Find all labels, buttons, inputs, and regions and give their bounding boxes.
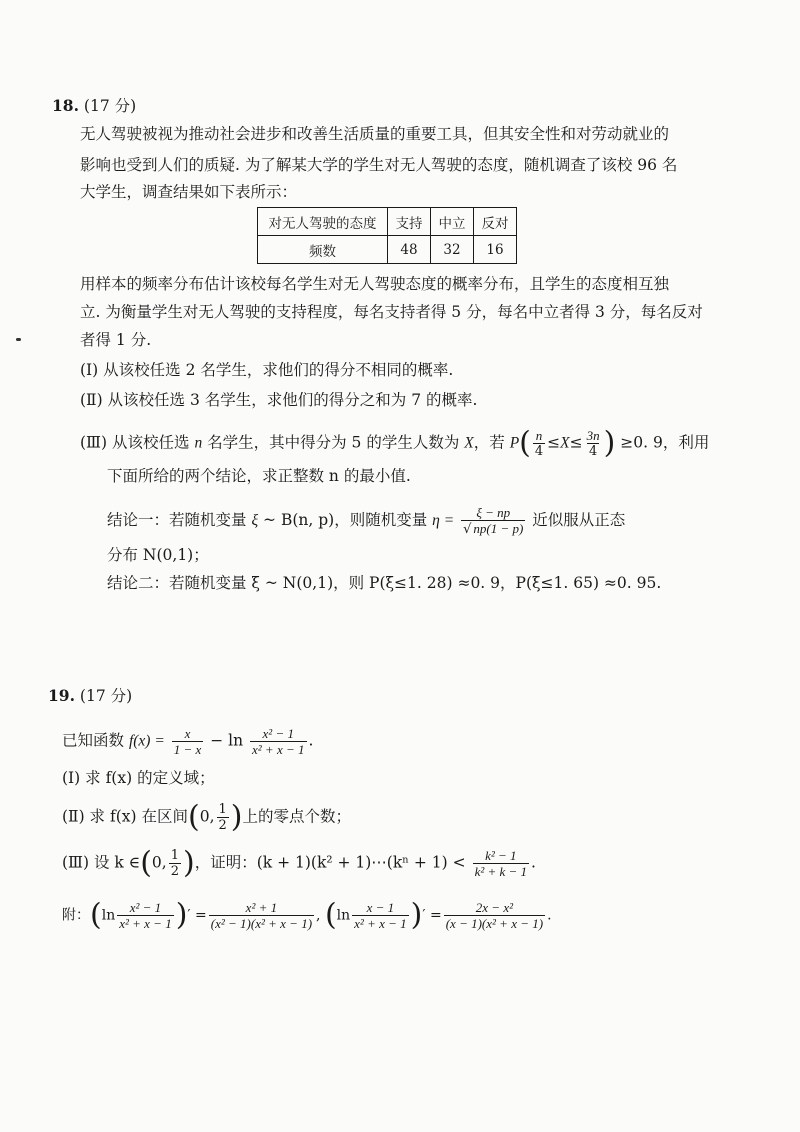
conclusion-1-line-2: 分布 N(0,1)； bbox=[107, 546, 209, 564]
fraction-k-bound bbox=[473, 848, 529, 879]
table-header-cell: 中立 bbox=[431, 208, 474, 236]
q18-desc-line-3: 者得 1 分. bbox=[80, 331, 152, 349]
q18-part-3-tail: ≥0. 9，利用 bbox=[620, 433, 710, 452]
table-header-cell: 反对 bbox=[474, 208, 517, 236]
interval-left: 0, bbox=[151, 853, 167, 872]
q18-part-3-text-c: ，若 bbox=[473, 433, 505, 452]
q18-points: (17 分) bbox=[83, 97, 137, 115]
q18-part-3-text-a: 从该校任选 bbox=[111, 433, 190, 452]
q18-intro-line-3: 大学生，调查结果如下表所示： bbox=[80, 183, 298, 201]
frac-num: ξ − np bbox=[476, 505, 511, 520]
paren-right: ) bbox=[410, 897, 423, 933]
q18-intro-line-1: 无人驾驶被视为推动社会进步和改善生活质量的重要工具，但其安全性和对劳动就业的 bbox=[80, 125, 670, 143]
q18-part-3-line-1 bbox=[80, 425, 710, 461]
table-header-cell: 对无人驾驶的态度 bbox=[258, 208, 388, 236]
frac-den: 2 bbox=[170, 864, 179, 879]
paren-right: ) bbox=[175, 897, 188, 933]
frac-num: x² + 1 bbox=[245, 900, 278, 915]
period: . bbox=[308, 731, 314, 750]
paren-left: ( bbox=[140, 845, 152, 881]
fraction-x-over-1-minus-x bbox=[172, 726, 204, 757]
var-X: X bbox=[464, 434, 474, 452]
frac-num: 2x − x² bbox=[475, 900, 513, 915]
paren-right: ) bbox=[183, 845, 195, 881]
frac-num: k² − 1 bbox=[485, 848, 517, 863]
table-cell: 48 bbox=[388, 236, 431, 264]
frac-den: 4 bbox=[534, 444, 544, 459]
q19-part-2-text-b: 上的零点个数； bbox=[242, 807, 352, 826]
q19-header bbox=[48, 686, 132, 706]
q18-part-2: (Ⅱ) 从该校任选 3 名学生，求他们的得分之和为 7 的概率. bbox=[80, 391, 478, 409]
q19-part-3-text-a: (Ⅲ) 设 k ∈ bbox=[62, 853, 141, 872]
table-cell: 16 bbox=[474, 236, 517, 264]
q19-appendix: 附：(ln $\frac{\text{x² − 1}}{\text{x² + x − 1}}$ )′ = $\frac{\text{x² + 1}}{\text{(x² − 1)(x² + x − 1)}}$ , (ln $\frac{x - 1}{\text{x² + x − 1}}$ )′ = $\frac{\text{2x − x²}}{\text{(x − 1)(x² + x − 1)}}$ . bbox=[62, 897, 552, 933]
frac-den: √ np(1 − p) bbox=[463, 521, 524, 537]
stray-mark bbox=[16, 338, 21, 341]
paren-left: ( bbox=[187, 799, 200, 835]
prob-P: P bbox=[509, 434, 520, 452]
q18-desc-line-1: 用样本的频率分布估计该校每名学生对无人驾驶态度的概率分布，且学生的态度相互独 bbox=[80, 275, 670, 293]
frac-num: x² − 1 bbox=[129, 900, 162, 915]
frac-den: x² + x − 1 bbox=[354, 916, 407, 931]
period: . bbox=[531, 853, 536, 872]
paren-left: ( bbox=[519, 425, 531, 461]
table-row bbox=[258, 236, 517, 264]
frac-den: x² + x − 1 bbox=[119, 916, 172, 931]
minus-ln: − ln bbox=[210, 731, 244, 750]
interval-left: 0, bbox=[199, 807, 215, 826]
func-prefix: 已知函数 bbox=[62, 731, 125, 750]
table-cell: 频数 bbox=[258, 236, 388, 264]
q18-intro-line-2: 影响也受到人们的质疑. 为了解某大学的学生对无人驾驶的态度，随机调查了该校 96 名 bbox=[80, 156, 678, 174]
func-f: f(x) = bbox=[128, 732, 165, 750]
table-header-row bbox=[258, 208, 517, 236]
q18-number: 18. bbox=[52, 96, 79, 115]
fraction-ln-arg-1 bbox=[117, 900, 173, 931]
conclusion-1-prefix: 结论一：若随机变量 bbox=[107, 511, 247, 529]
q19-function bbox=[62, 726, 313, 757]
fraction-one-half bbox=[217, 802, 229, 833]
frac-num: x − 1 bbox=[366, 900, 395, 915]
table-header-cell: 支持 bbox=[388, 208, 431, 236]
q19-part-3 bbox=[62, 845, 536, 881]
frac-num: 1 bbox=[218, 802, 227, 817]
fraction-one-half bbox=[169, 848, 181, 879]
frac-num: 1 bbox=[170, 848, 179, 863]
fraction-3n-over-4 bbox=[585, 428, 602, 459]
binomial-dist: ~ B(n, p) bbox=[263, 511, 335, 529]
q19-part-3-text-b: ，证明：(k + 1)(k² + 1)⋯(kⁿ + 1) < bbox=[194, 853, 466, 872]
var-eta: η = bbox=[432, 512, 455, 529]
conclusion-2: 结论二：若随机变量 ξ ~ N(0,1)，则 P(ξ≤1. 28) ≈0. 9，P(ξ≤1. 65) ≈0. 95. bbox=[107, 574, 662, 592]
frac-den: (x² − 1)(x² + x − 1) bbox=[210, 916, 313, 931]
q19-number: 19. bbox=[48, 686, 75, 705]
attitude-frequency-table bbox=[257, 207, 517, 264]
table-cell: 32 bbox=[431, 236, 474, 264]
conclusion-1-suffix: 近似服从正态 bbox=[532, 511, 626, 529]
frac-den: 1 − x bbox=[173, 742, 202, 757]
sqrt-content: np(1 − p) bbox=[473, 521, 524, 536]
conclusion-1-mid: ，则随机变量 bbox=[334, 511, 428, 529]
paren-left: ( bbox=[324, 897, 337, 933]
frac-den: x² + x − 1 bbox=[252, 742, 305, 757]
le-sign: ≤ bbox=[547, 433, 561, 452]
fraction-ln-arg-2 bbox=[352, 900, 408, 931]
q19-part-2 bbox=[62, 799, 352, 835]
fraction-log-argument bbox=[250, 726, 306, 757]
q18-part-3-label: (Ⅲ) bbox=[80, 433, 108, 452]
le-sign: ≤ bbox=[569, 433, 583, 452]
frac-num: x² − 1 bbox=[262, 726, 294, 741]
q18-part-1: (Ⅰ) 从该校任选 2 名学生，求他们的得分不相同的概率. bbox=[80, 361, 454, 379]
frac-den: 2 bbox=[218, 818, 227, 833]
frac-den: (x − 1)(x² + x − 1) bbox=[445, 916, 544, 931]
appendix-label: 附： bbox=[62, 907, 90, 924]
fraction-derivative-2 bbox=[444, 900, 545, 931]
frac-num: x bbox=[184, 726, 191, 741]
paren-right: ) bbox=[230, 799, 243, 835]
frac-num: n bbox=[535, 428, 543, 443]
q18-desc-line-2: 立. 为衡量学生对无人驾驶的支持程度，每名支持者得 5 分，每名中立者得 3 分，每名反对 bbox=[80, 303, 703, 321]
paren-left: ( bbox=[90, 897, 102, 933]
q18-part-3-line-2: 下面所给的两个结论，求正整数 n 的最小值. bbox=[107, 467, 411, 485]
var-X: X bbox=[560, 434, 570, 452]
q19-part-1: (Ⅰ) 求 f(x) 的定义域； bbox=[62, 769, 215, 787]
frac-den: 4 bbox=[589, 444, 598, 459]
conclusion-1 bbox=[107, 505, 625, 537]
fraction-derivative-1 bbox=[209, 900, 314, 931]
paren-right: ) bbox=[603, 425, 616, 461]
var-n: n bbox=[194, 434, 203, 452]
q18-header bbox=[52, 96, 136, 116]
var-xi: ξ bbox=[251, 512, 259, 529]
q19-points: (17 分) bbox=[79, 687, 133, 705]
fraction-n-over-4 bbox=[533, 428, 545, 459]
q18-part-3-text-b: 名学生，其中得分为 5 的学生人数为 bbox=[207, 433, 460, 452]
frac-num: 3n bbox=[586, 428, 600, 443]
q19-part-2-text-a: (Ⅱ) 求 f(x) 在区间 bbox=[62, 807, 188, 826]
standardization-fraction bbox=[461, 505, 525, 537]
frac-den: k² + k − 1 bbox=[474, 864, 528, 879]
